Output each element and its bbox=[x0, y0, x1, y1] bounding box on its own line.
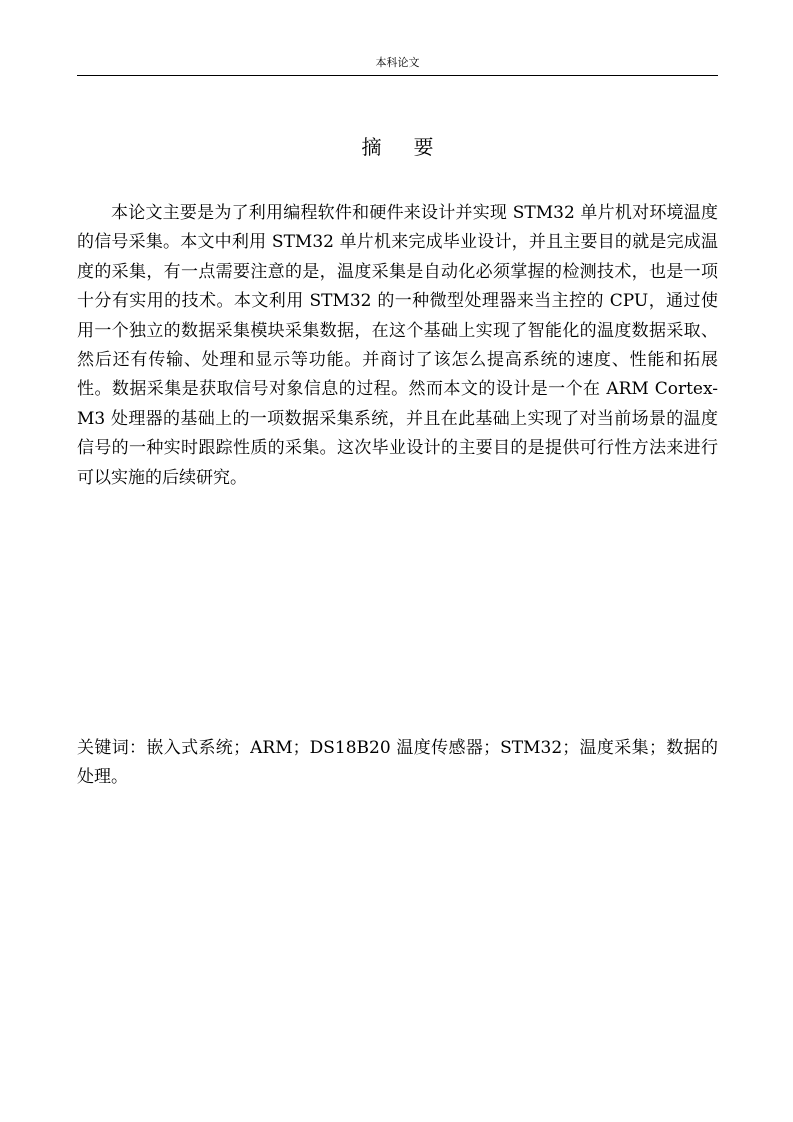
page-header bbox=[77, 55, 718, 76]
running-title: 本科论文 bbox=[375, 56, 420, 69]
keywords-line: 关键词：嵌入式系统；ARM；DS18B20 温度传感器；STM32；温度采集；数据的处理。 bbox=[77, 738, 718, 787]
abstract-body: 本论文主要是为了利用编程软件和硬件来设计并实现 STM32 单片机对环境温度的信号采集。本文中利用 STM32 单片机来完成毕业设计，并且主要目的就是完成温度的采集，有一点需要注意的是，温度采集是自动化必须掌握的检测技术，也是一项十分有实用的技术。本文利用 STM32 的一种微型处理器来当主控的 CPU，通过使用一个独立的数据采集模块采集数据，在这个基础上实现了智能化的温度数据采取、然后还有传输、处理和显示等功能。并商讨了该怎么提高系统的速度、性能和拓展性。数据采集是获取信号对象信息的过程。然而本文的设计是一个在 ARM Cortex-M3 处理器的基础上的一项数据采集系统，并且在此基础上实现了对当前场景的温度信号的一种实时跟踪性质的采集。这次毕业设计的主要目的是提供可行性方法来进行可以实施的后续研究。 bbox=[77, 203, 718, 488]
abstract-title: 摘要 bbox=[361, 135, 466, 159]
